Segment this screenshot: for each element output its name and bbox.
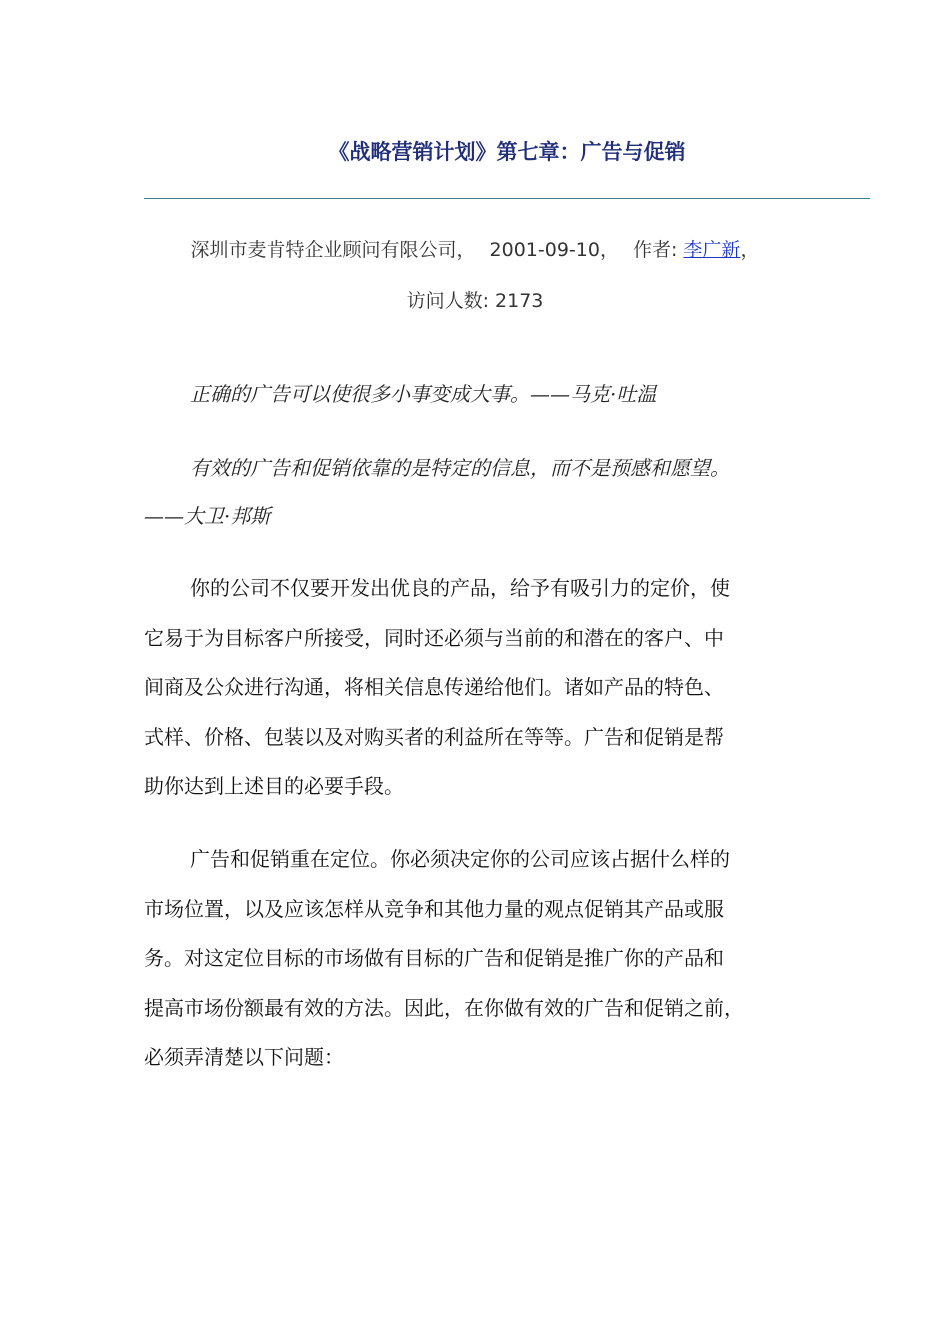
author-suffix: ， — [740, 239, 760, 261]
article-meta-line — [144, 235, 806, 262]
visit-count-line — [144, 286, 806, 313]
paragraph-line: 间商及公众进行沟通，将相关信息传递给他们。诸如产品的特色、 — [144, 675, 724, 699]
paragraph-line: 式样、价格、包装以及对购买者的利益所在等等。广告和促销是帮 — [144, 724, 724, 749]
epigraph-quote — [144, 370, 806, 418]
paragraph-line: 提高市场份额最有效的方法。因此，在你做有效的广告和促销之前， — [144, 995, 744, 1020]
quote-line: ——大卫·邦斯 — [144, 504, 271, 528]
quote-line: 有效的广告和促销依靠的是特定的信息，而不是预感和愿望。 — [190, 456, 730, 480]
paragraph-line: 助你达到上述目的必要手段。 — [144, 774, 404, 798]
author-label: 作者: — [632, 239, 684, 261]
epigraph-quote — [144, 444, 806, 540]
author-link[interactable]: 李广新 — [683, 239, 741, 261]
body-paragraph — [144, 564, 806, 812]
paragraph-line: 你的公司不仅要开发出优良的产品，给予有吸引力的定价，使 — [190, 576, 730, 600]
visits-count: 2173 — [495, 290, 544, 312]
body-paragraph — [144, 835, 806, 1083]
company-name: 深圳市麦肯特企业顾问有限公司， — [190, 239, 476, 261]
paragraph-line: 它易于为目标客户所接受，同时还必须与当前的和潜在的客户、中 — [144, 625, 724, 650]
visits-label: 访问人数: — [406, 290, 496, 312]
title-divider — [144, 198, 870, 199]
quote-line: 正确的广告可以使很多小事变成大事。——马克·吐温 — [190, 382, 657, 406]
paragraph-line: 务。对这定位目标的市场做有目标的广告和促销是推广你的产品和 — [144, 946, 724, 970]
publish-date: 2001-09-10， — [489, 239, 619, 261]
paragraph-line: 市场位置，以及应该怎样从竞争和其他力量的观点促销其产品或服 — [144, 896, 724, 921]
page-title: 《战略营销计划》第七章：广告与促销 — [328, 140, 686, 164]
paragraph-line: 必须弄清楚以下问题： — [144, 1045, 344, 1069]
paragraph-line: 广告和促销重在定位。你必须决定你的公司应该占据什么样的 — [190, 847, 730, 871]
